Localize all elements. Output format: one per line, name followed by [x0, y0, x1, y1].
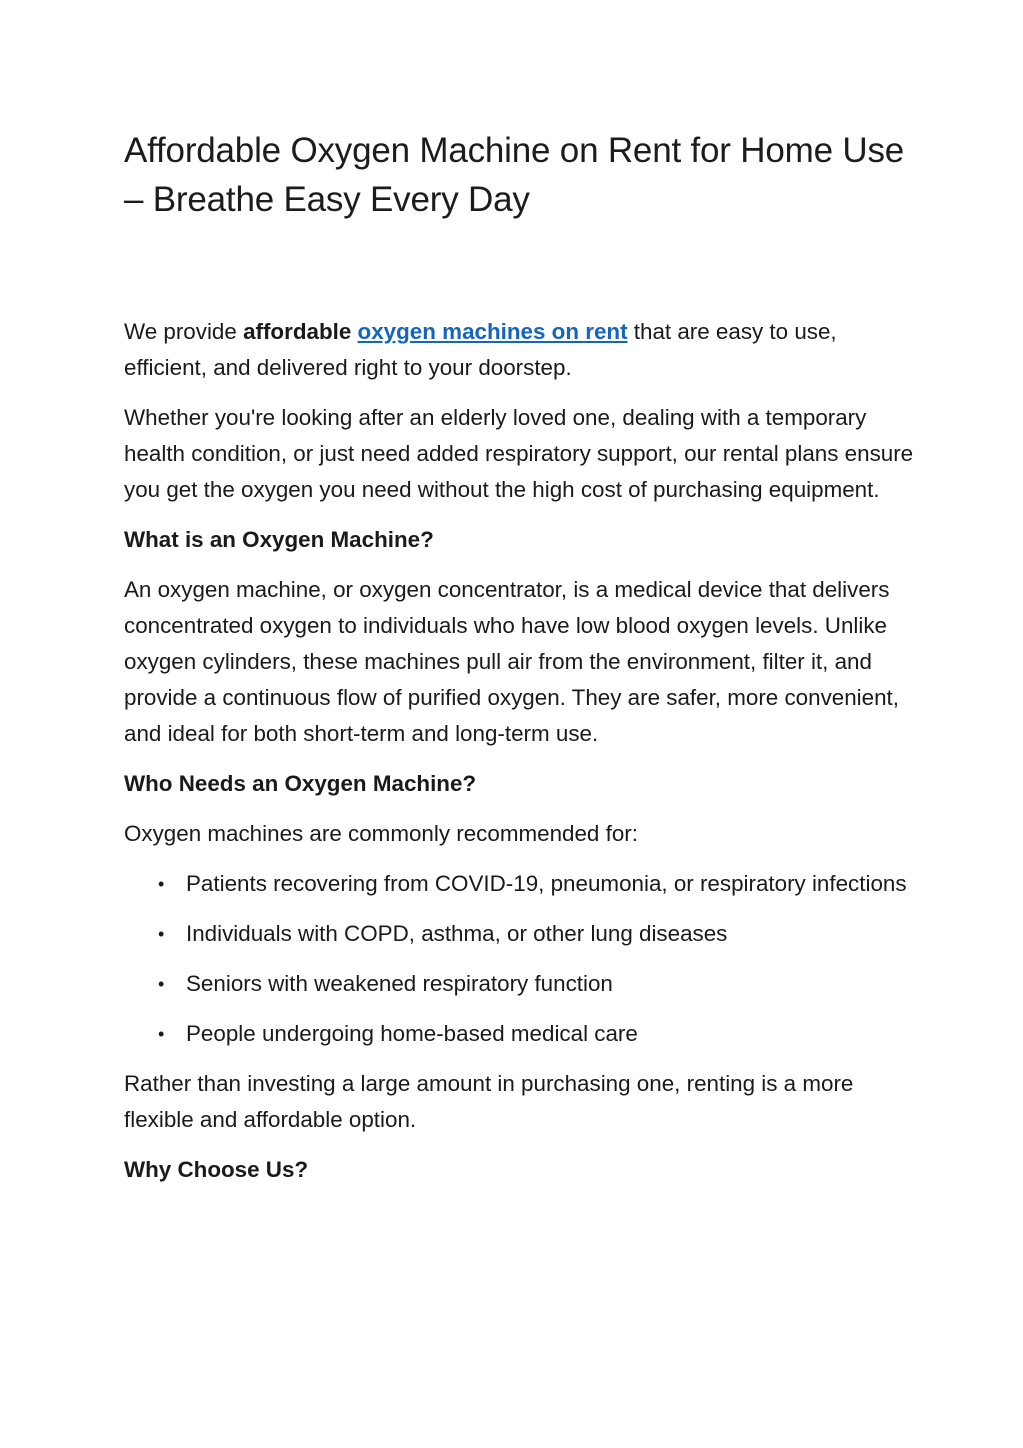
intro-suffix: that are easy to use, efficient, and delivered right to your doorstep.: [124, 319, 837, 380]
list-item-text: Seniors with weakened respiratory function: [186, 971, 613, 996]
paragraph-who: Oxygen machines are commonly recommended for:: [124, 821, 638, 846]
recommendation-list: [124, 866, 914, 1052]
bullet-icon: •: [158, 974, 165, 994]
list-item: [124, 866, 914, 902]
bullet-icon: •: [158, 874, 165, 894]
paragraph-rather: Rather than investing a large amount in purchasing one, renting is a more flexible and affordable option.: [124, 1071, 854, 1132]
bullet-icon: •: [158, 924, 165, 944]
intro-prefix: We provide: [124, 319, 244, 344]
list-item: [124, 916, 914, 952]
page-title: Affordable Oxygen Machine on Rent for Home Use – Breathe Easy Every Day: [124, 131, 905, 219]
list-item-text: People undergoing home-based medical care: [186, 1021, 638, 1046]
list-item-text: Patients recovering from COVID-19, pneumonia, or respiratory infections: [186, 871, 907, 896]
intro-paragraph: [124, 314, 914, 386]
list-item-text: Individuals with COPD, asthma, or other lung diseases: [186, 921, 728, 946]
paragraph-whether: Whether you're looking after an elderly loved one, dealing with a temporary health condition, or just need added respiratory support, our rental plans ensure you get the oxygen you need without the high cost of purchasing equipment.: [124, 405, 914, 502]
list-item: [124, 966, 914, 1002]
intro-bold-word: affordable: [243, 319, 352, 344]
heading-who-needs: Who Needs an Oxygen Machine?: [124, 771, 477, 796]
document-page: [124, 126, 914, 1202]
bullet-icon: •: [158, 1024, 165, 1044]
oxygen-rent-link[interactable]: oxygen machines on rent: [357, 319, 628, 344]
heading-what-is-oxygen-machine: What is an Oxygen Machine?: [124, 527, 434, 552]
heading-why-choose-us: Why Choose Us?: [124, 1157, 309, 1182]
list-item: [124, 1016, 914, 1052]
document-body: [124, 314, 914, 1188]
paragraph-what: An oxygen machine, or oxygen concentrator, is a medical device that delivers concentrated oxygen to individuals who have low blood oxygen levels. Unlike oxygen cylinders, these machines pull air from the environment, filter it, and provide a continuous flow of purified oxygen. They are safer, more convenient, and ideal for both short-term and long-term use.: [124, 577, 900, 746]
